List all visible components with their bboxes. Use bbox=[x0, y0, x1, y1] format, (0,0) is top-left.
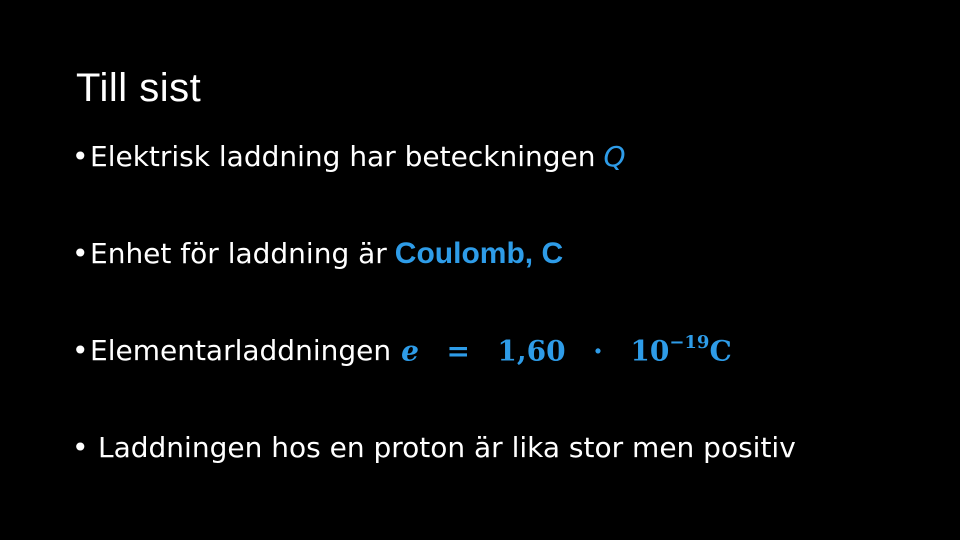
bullet-item-proton bbox=[72, 431, 796, 464]
unit-highlight: Coulomb, C bbox=[394, 237, 564, 270]
bullet-text: Laddningen hos en proton är lika stor men positiv bbox=[98, 431, 796, 464]
formula-equals: = bbox=[446, 334, 470, 368]
elementary-charge-formula bbox=[401, 334, 732, 367]
slide-title: Till sist bbox=[76, 66, 202, 110]
bullet-dot: • bbox=[72, 431, 89, 464]
formula-unit: C bbox=[709, 334, 732, 368]
bullet-text: Elementarladdningen bbox=[90, 334, 392, 368]
bullet-dot: • bbox=[72, 334, 89, 368]
bullet-dot: • bbox=[72, 140, 89, 173]
bullet-text: Elektrisk laddning har beteckningen bbox=[90, 140, 596, 173]
charge-symbol: Q bbox=[603, 140, 626, 173]
formula-variable: e bbox=[401, 334, 419, 368]
bullet-dot: • bbox=[72, 237, 89, 270]
bullet-item-unit bbox=[72, 237, 563, 271]
formula-times: · bbox=[593, 334, 603, 368]
formula-mantissa: 1,60 bbox=[497, 334, 566, 368]
formula-exponent: −19 bbox=[669, 332, 710, 353]
formula-base: 10 bbox=[630, 334, 670, 368]
bullet-item-elementary-charge bbox=[72, 334, 732, 367]
bullet-text: Enhet för laddning är bbox=[90, 237, 387, 270]
bullet-item-charge-symbol bbox=[72, 140, 626, 173]
